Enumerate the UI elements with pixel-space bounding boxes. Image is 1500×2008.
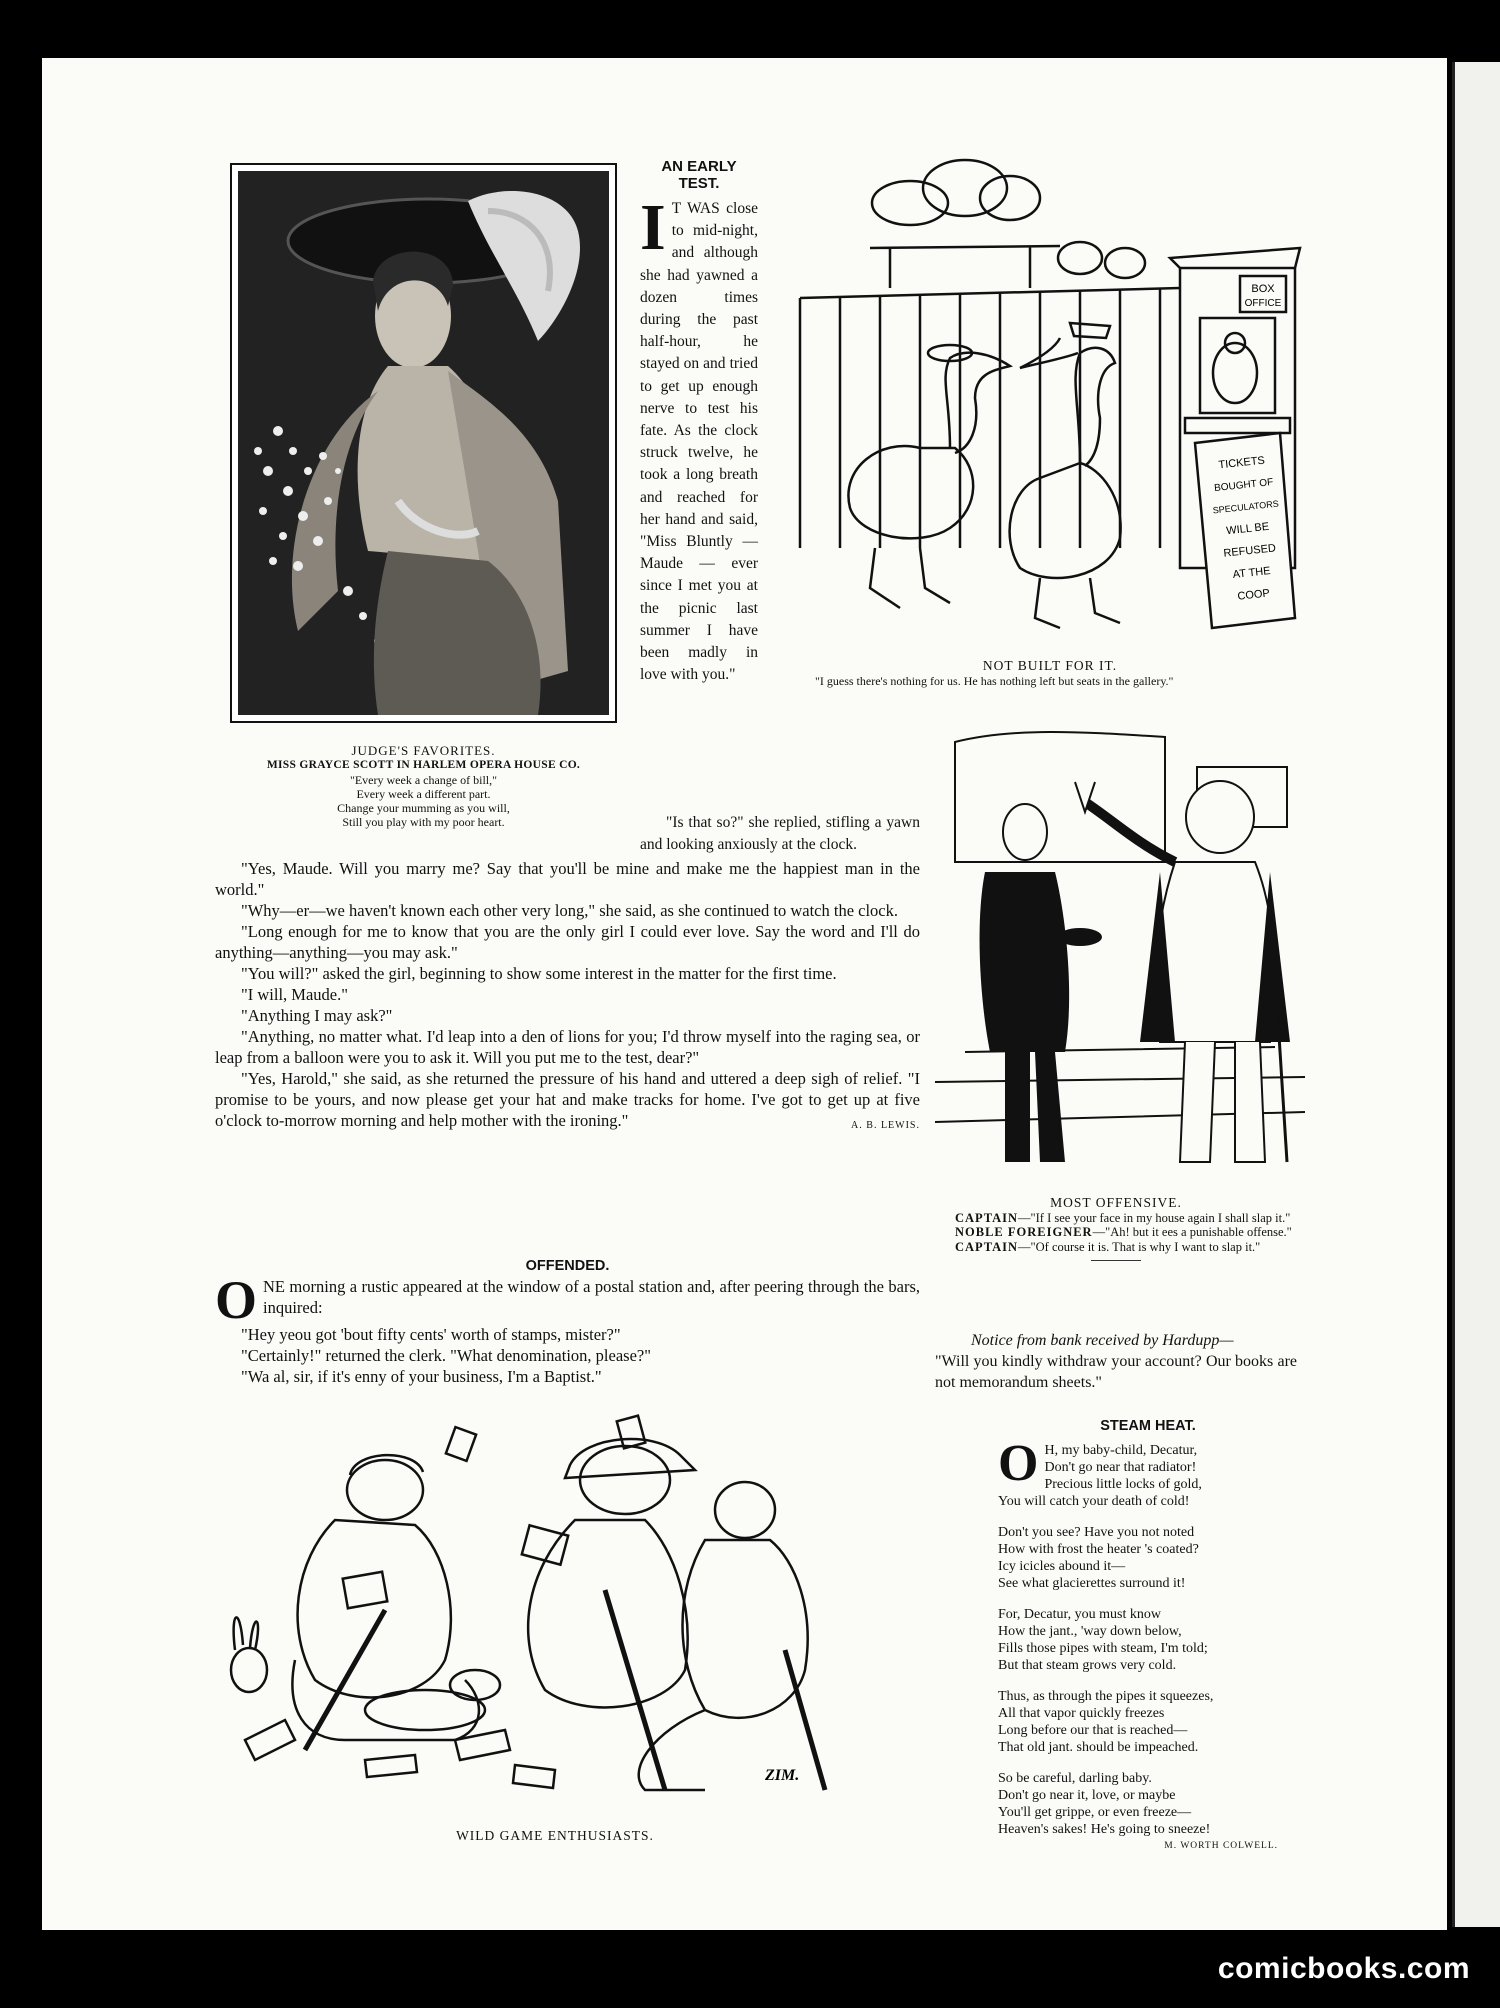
wild-game-cartoon <box>225 1410 885 1810</box>
poem-line: See what glacierettes surround it! <box>998 1576 1186 1591</box>
offensive-caption <box>935 1196 1297 1261</box>
adjacent-page-edge <box>1452 62 1500 1927</box>
dialogue-line <box>935 1240 1297 1255</box>
woman-portrait-image <box>238 171 609 715</box>
notice-text: "Will you kindly withdraw your account? Our books are not memorandum sheets." <box>935 1353 1297 1391</box>
steam-heat-poem <box>998 1418 1298 1855</box>
poem-body <box>998 1435 1298 1855</box>
dialogue-line: "Certainly!" returned the clerk. "What denomination, please?" <box>241 1346 651 1365</box>
poem-line: Icy icicles abound it— <box>998 1559 1126 1574</box>
poem-line: Long before our that is reached— <box>998 1723 1188 1738</box>
box-office-label: OFFICE <box>1244 298 1282 309</box>
sign-line: REFUSED <box>1222 542 1277 560</box>
ducks-caption <box>795 658 1305 688</box>
paragraph-text: NE morning a rustic appeared at the window of a postal station and, after peering through the bars, inquired: <box>263 1277 920 1317</box>
poem-line: Thus, as through the pipes it squeezes, <box>998 1689 1214 1704</box>
paragraph: "Anything I may ask?" <box>241 1006 393 1025</box>
paragraph: "Long enough for me to know that you are the only girl I could ever love. Say the word and I'll do anything—anything—you may ask." <box>215 922 920 962</box>
poem-line: Fills those pipes with steam, I'm told; <box>998 1641 1208 1656</box>
sign-line: SPECULATORS <box>1212 498 1280 516</box>
poem-line: Don't go near it, love, or maybe <box>998 1788 1176 1803</box>
author-credit: M. WORTH COLWELL. <box>1164 1841 1278 1851</box>
dropcap: O <box>998 1435 1039 1492</box>
dialogue-line: "Wa al, sir, if it's enny of your business, I'm a Baptist." <box>241 1367 602 1386</box>
poem-line: Heaven's sakes! He's going to sneeze! <box>998 1822 1211 1837</box>
poem-line: That old jant. should be impeached. <box>998 1740 1199 1755</box>
verse-line: Change your mumming as you will, <box>337 801 510 815</box>
line-text: —"Of course it is. That is why I want to slap it." <box>1018 1239 1261 1254</box>
stanza <box>998 1435 1298 1510</box>
offended-body <box>215 1270 920 1387</box>
poem-line: For, Decatur, you must know <box>998 1607 1161 1622</box>
captain-foreigner-drawing <box>935 722 1305 1180</box>
verse-line: "Every week a change of bill," <box>349 773 498 787</box>
paragraph: "Anything, no matter what. I'd leap into a den of lions for you; I'd throw myself into the raging sea, or leap from a balloon were you to ask it. Will you put me to the test, dear?" <box>215 1027 920 1067</box>
poem-line: How the jant., 'way down below, <box>998 1624 1182 1639</box>
paragraph-text: T WAS close to mid-night, and although she had yawned a dozen times during the past half-hour, he stayed on and tried to get up enough nerve to test his fate. As the clock struck twelve, he took a long breath and reached for her hand and said, "Miss Bluntly — Maude — ever since I met you at the picnic last summer I have been madly in love with you." <box>640 200 758 684</box>
poem-line: Precious little locks of gold, <box>1044 1477 1202 1492</box>
title-line: TEST. <box>678 175 720 192</box>
tickets-sign <box>1195 433 1295 628</box>
speaker: CAPTAIN <box>955 1210 1019 1225</box>
poem-line: H, my baby-child, Decatur, <box>1044 1443 1198 1458</box>
sign-line: AT THE <box>1232 565 1272 581</box>
wild-game-caption: WILD GAME ENTHUSIASTS. <box>456 1828 654 1843</box>
offended-section <box>215 1258 920 1387</box>
photo-verse <box>230 773 617 829</box>
sign-line: WILL BE <box>1225 520 1270 538</box>
paragraph: "Yes, Maude. Will you marry me? Say that you'll be mine and make me the happiest man in the world." <box>215 859 920 899</box>
poem-line: You will catch your death of cold! <box>998 1494 1190 1509</box>
offensive-title: MOST OFFENSIVE. <box>1050 1195 1182 1210</box>
poem-line: Don't go near that radiator! <box>1044 1460 1197 1475</box>
paragraph: "Why—er—we haven't known each other very long," she said, as she continued to watch the clock. <box>241 901 898 920</box>
ducks-caption-title: NOT BUILT FOR IT. <box>982 658 1118 673</box>
early-test-column <box>640 158 758 686</box>
stanza <box>998 1606 1298 1674</box>
poem-line: All that vapor quickly freezes <box>998 1706 1165 1721</box>
poem-line: But that steam grows very cold. <box>998 1658 1177 1673</box>
offended-title: OFFENDED. <box>525 1258 610 1274</box>
sign-line: COOP <box>1236 587 1271 603</box>
paragraph: "Is that so?" she replied, stifling a yawn and looking anxiously at the clock. <box>640 814 920 853</box>
site-watermark: comicbooks.com <box>1217 1952 1470 1985</box>
poem-line: How with frost the heater 's coated? <box>998 1542 1199 1557</box>
photo-caption <box>230 744 617 829</box>
offensive-cartoon <box>935 722 1305 1180</box>
ducks-box-office-drawing <box>780 148 1310 648</box>
line-text: —"Ah! but it ees a punishable offense." <box>1092 1225 1292 1239</box>
early-test-para2 <box>640 812 920 856</box>
stanza <box>998 1524 1298 1592</box>
poem-line: So be careful, darling baby. <box>998 1771 1152 1786</box>
notice-section <box>935 1330 1297 1393</box>
dropcap: O <box>215 1270 258 1330</box>
early-test-title <box>640 158 758 192</box>
hunters-playing-cards-drawing <box>225 1410 885 1810</box>
sign-line: BOUGHT OF <box>1213 476 1274 495</box>
paragraph: "I will, Maude." <box>241 985 348 1004</box>
dialogue-line: "Hey yeou got 'bout fifty cents' worth of stamps, mister?" <box>241 1325 621 1344</box>
photo-caption-title: JUDGE'S FAVORITES. <box>351 743 496 758</box>
paragraph: "You will?" asked the girl, beginning to show some interest in the matter for the first time. <box>241 964 837 983</box>
dialogue-line <box>935 1225 1297 1240</box>
portrait-photo <box>230 163 617 723</box>
early-test-para1 <box>640 191 758 686</box>
stanza <box>998 1688 1298 1756</box>
poem-line: Don't you see? Have you not noted <box>998 1525 1195 1540</box>
paragraph: "Yes, Harold," she said, as she returned the pressure of his hand and uttered a deep sigh of relief. "I promise to be yours, and now please get your hat and make tracks for home. I've got to get up at five o'clock to-morrow morning and help mother with the ironing." <box>215 1069 920 1130</box>
ducks-caption-text: "I guess there's nothing for us. He has nothing left but seats in the gallery." <box>815 674 1174 688</box>
poem-line: You'll get grippe, or even freeze— <box>998 1805 1192 1820</box>
title-line: AN EARLY <box>661 158 737 175</box>
artist-signature: ZIM. <box>765 1767 800 1784</box>
photo-caption-subtitle: MISS GRAYCE SCOTT IN HARLEM OPERA HOUSE CO. <box>266 759 581 771</box>
speaker: CAPTAIN <box>955 1239 1019 1254</box>
dropcap: I <box>640 191 666 264</box>
stanza <box>998 1770 1298 1838</box>
line-text: —"If I see your face in my house again I shall slap it." <box>1018 1210 1291 1225</box>
author-credit: A. B. LEWIS. <box>851 1120 920 1131</box>
verse-line: Every week a different part. <box>356 787 491 801</box>
steam-heat-title: STEAM HEAT. <box>1100 1418 1196 1434</box>
box-office-label: BOX <box>1251 283 1275 295</box>
speaker: NOBLE FOREIGNER <box>955 1225 1093 1239</box>
early-test-body <box>215 858 920 1136</box>
notice-lead: Notice from bank received by Hardupp— <box>971 1332 1234 1349</box>
dialogue-line <box>935 1211 1297 1226</box>
ducks-cartoon <box>780 148 1310 648</box>
divider <box>1091 1260 1141 1261</box>
sign-line: TICKETS <box>1217 454 1266 472</box>
verse-line: Still you play with my poor heart. <box>342 815 505 829</box>
